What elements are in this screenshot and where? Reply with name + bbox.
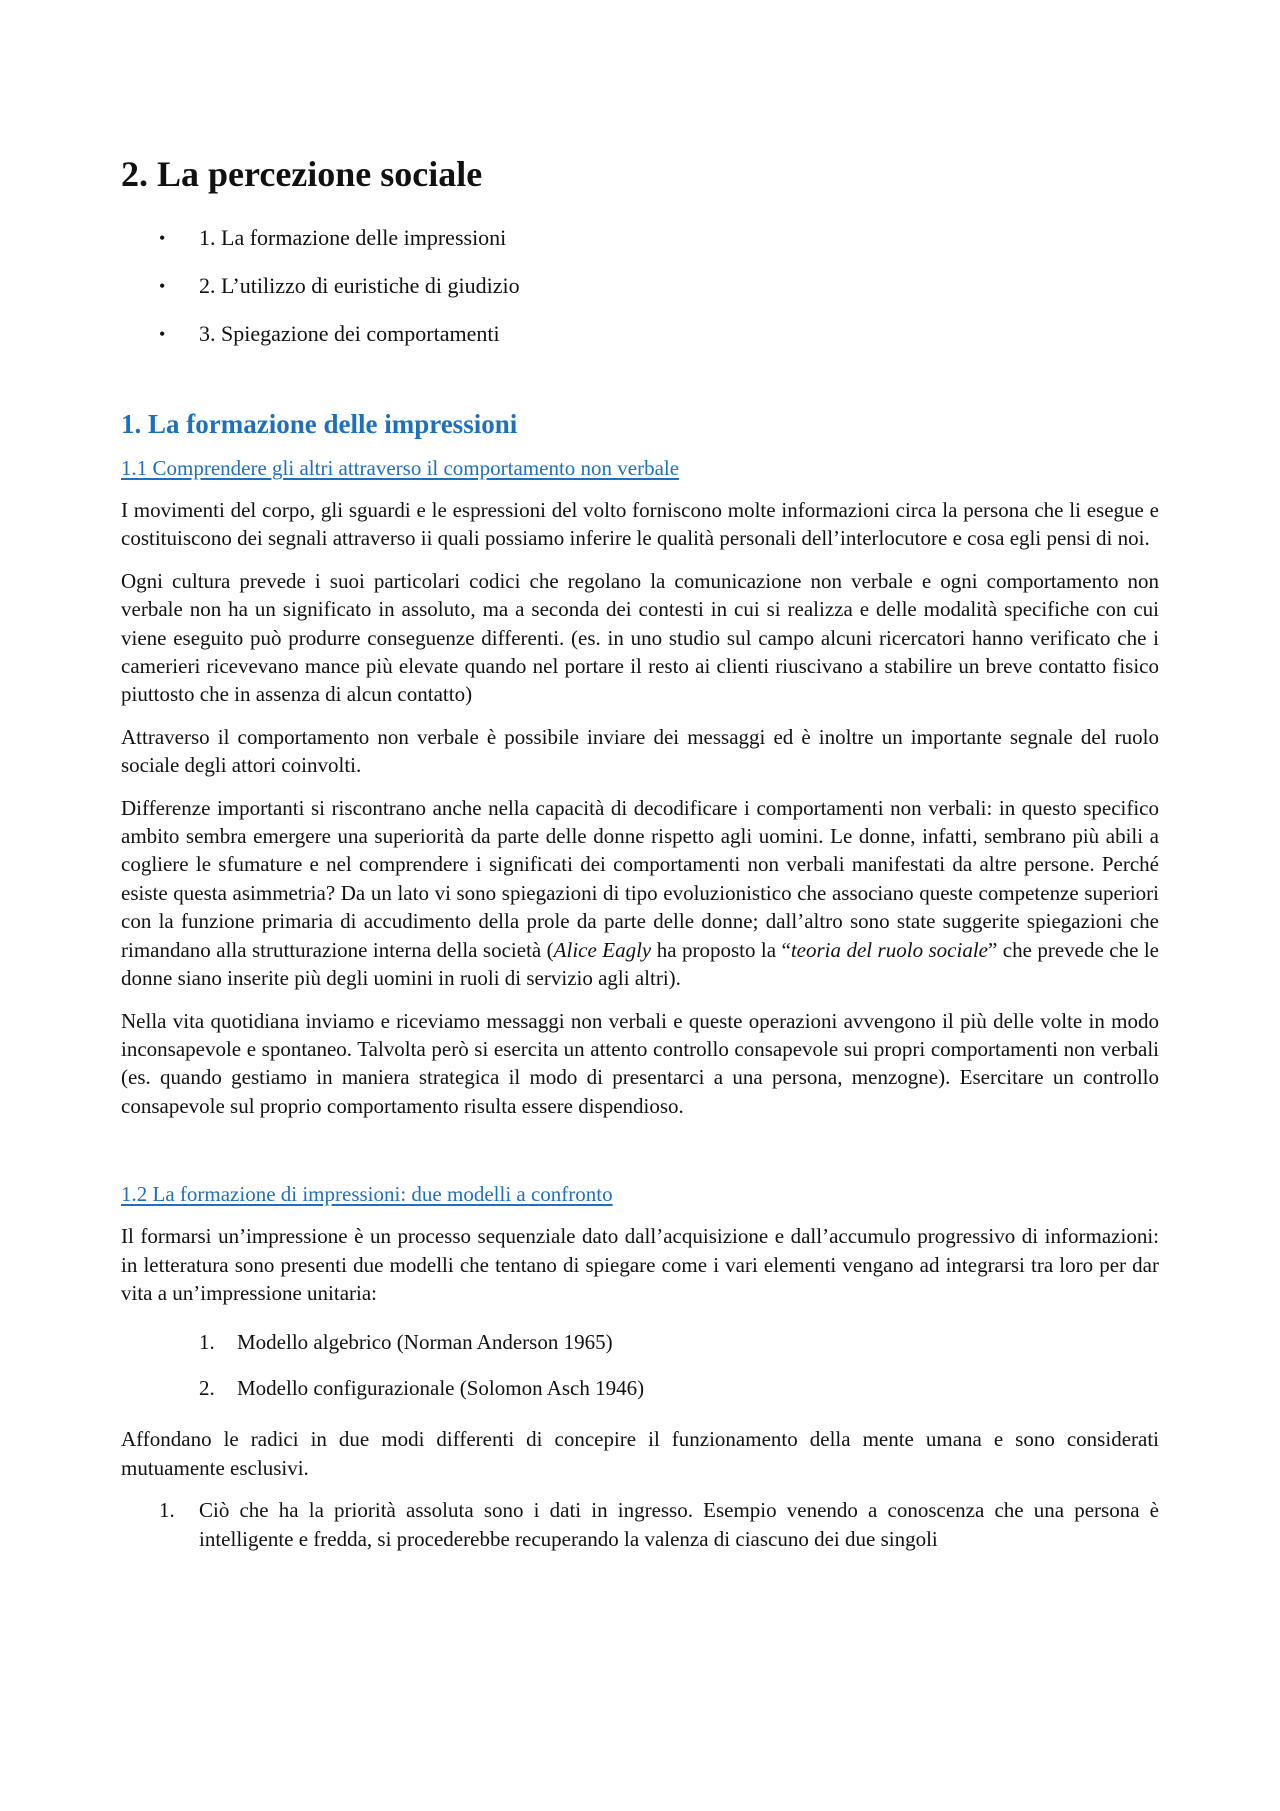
paragraph-text: Differenze importanti si riscontrano anche nella capacità di decodificare i comportamenti non verbali: in questo specifico ambito sembra emergere una superiorità da parte delle donne rispetto agli uomini. Le donne, infatti, sembrano più abili a cogliere le sfumature e nel comprendere i significati dei comportamenti non verbali manifestati da altre persone. Perché esiste questa asimmetria? Da un lato vi sono spiegazioni di tipo evoluzionistico che associano queste competenze superiori con la funzione primaria di accudimento della prole da parte delle donne; dall’altro sono state suggerite spiegazioni che rimandano alla strutturazione interna della società ( (121, 795, 1159, 962)
paragraph: Il formarsi un’impressione è un processo sequenziale dato dall’acquisizione e dall’accumulo progressivo di informazioni: in letteratura sono presenti due modelli che tentano di spiegare come i vari elementi vengano ad integrarsi tra loro per dar vita a un’impressione unitaria: (121, 1224, 1159, 1305)
list-item-text: Modello configurazionale (Solomon Asch 1946) (237, 1376, 645, 1401)
document-body (121, 400, 1159, 1553)
spacer (121, 1120, 1159, 1168)
list-item (121, 1496, 1159, 1553)
list-item (121, 1319, 1159, 1365)
bullet-icon: • (159, 276, 166, 296)
list-number: 1. (199, 1330, 215, 1355)
author-name: Alice Eagly (553, 937, 652, 962)
toc-item[interactable] (121, 310, 520, 358)
subsection-link[interactable]: 1.1 Comprendere gli altri attraverso il comportamento non verbale (121, 456, 680, 480)
toc-item-label: 2. L’utilizzo di euristiche di giudizio (199, 273, 520, 298)
bullet-icon: • (159, 324, 166, 344)
paragraph: I movimenti del corpo, gli sguardi e le espressioni del volto forniscono molte informazioni circa la persona che li esegue e costituiscono dei segnali attraverso ii quali possiamo inferire le qualità personali dell’interlocutore e cosa egli pensi di noi. (121, 498, 1159, 551)
list-item-text: Modello algebrico (Norman Anderson 1965) (237, 1330, 613, 1355)
table-of-contents (121, 214, 520, 358)
toc-item[interactable] (121, 262, 520, 310)
list-number: 1. (159, 1498, 175, 1523)
paragraph (121, 794, 1159, 993)
bullet-icon: • (159, 228, 166, 248)
theory-name: teoria del ruolo sociale (790, 937, 988, 962)
toc-item[interactable] (121, 214, 520, 262)
toc-item-label: 3. Spiegazione dei comportamenti (199, 321, 500, 346)
list-item-text: Ciò che ha la priorità assoluta sono i dati in ingresso. Esempio venendo a conoscenza che una persona è intelligente e fredda, si procederebbe recuperando la valenza di ciascuno dei due singoli (199, 1498, 1159, 1551)
paragraph: Nella vita quotidiana inviamo e riceviamo messaggi non verbali e queste operazioni avvengono il più delle volte in modo inconsapevole e spontaneo. Talvolta però si esercita un attento controllo consapevole sui propri comportamenti non verbali (es. quando gestiamo in maniera strategica il modo di presentarci a una persona, menzogne). Esercitare un controllo consapevole sul proprio comportamento risulta essere dispendioso. (121, 1008, 1159, 1118)
section-heading: 1. La formazione delle impressioni (121, 409, 518, 439)
list-number: 2. (199, 1376, 215, 1401)
document-title: 2. La percezione sociale (121, 154, 483, 194)
paragraph: Ogni cultura prevede i suoi particolari codici che regolano la comunicazione non verbale e ogni comportamento non verbale non ha un significato in assoluto, ma a seconda dei contesti in cui si realizza e delle modalità specifiche con cui viene eseguito può produrre conseguenze differenti. (es. in uno studio sul campo alcuni ricercatori hanno verificato che i camerieri ricevevano mance più elevate quando nel portare il resto ai clienti riuscivano a stabilire un breve contatto fisico piuttosto che in assenza di alcun contatto) (121, 568, 1159, 707)
paragraph-text: ” che prevede che le donne siano inserite più degli uomini in ruoli di servizio agli altri). (121, 937, 1160, 991)
paragraph: Affondano le radici in due modi differenti di concepire il funzionamento della mente umana e sono considerati mutuamente esclusivi. (121, 1427, 1159, 1480)
list-item (121, 1365, 1159, 1411)
paragraph-text: ha proposto la “ (651, 937, 791, 962)
paragraph: Attraverso il comportamento non verbale è possibile inviare dei messaggi ed è inoltre un importante segnale del ruolo sociale degli attori coinvolti. (121, 724, 1159, 778)
models-list (121, 1319, 1159, 1411)
points-list (121, 1496, 1159, 1553)
toc-item-label: 1. La formazione delle impressioni (199, 225, 507, 250)
subsection-link[interactable]: 1.2 La formazione di impressioni: due modelli a confronto (121, 1182, 613, 1207)
